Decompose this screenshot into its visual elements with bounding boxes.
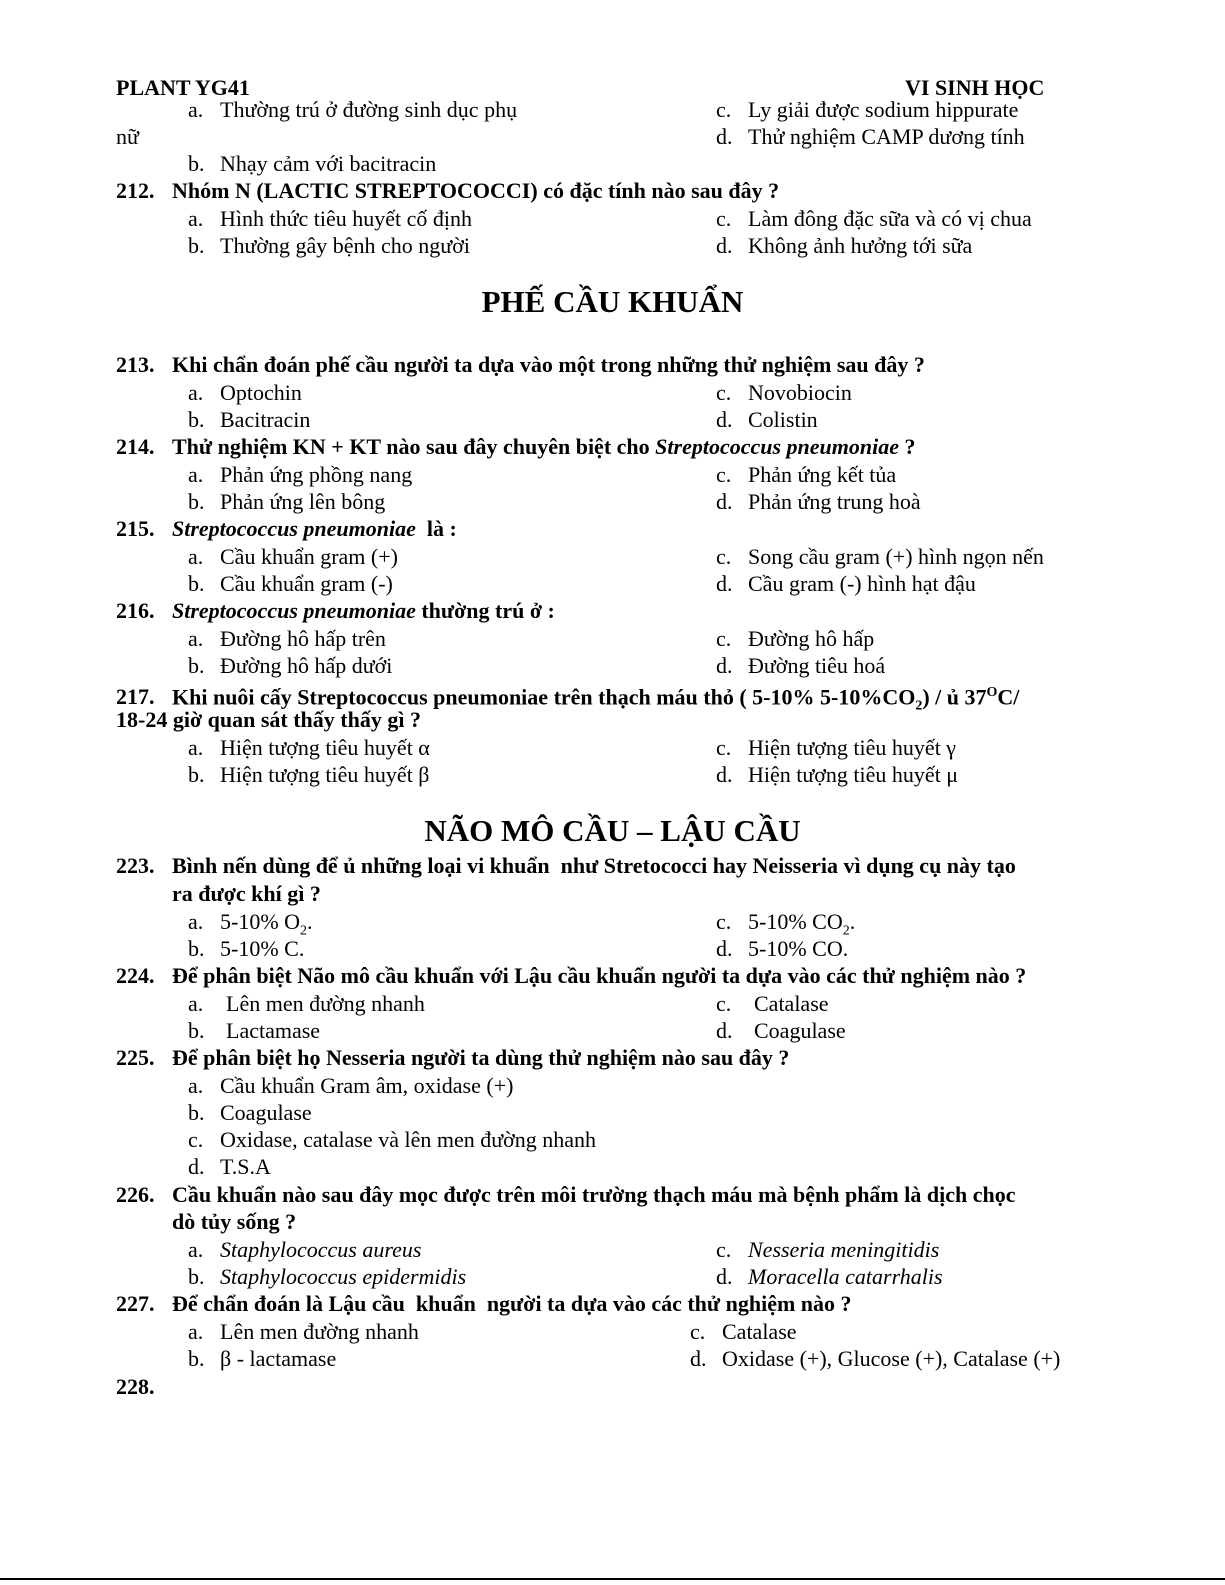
q211-option-b: b. Nhạy cảm với bacitracin (188, 151, 437, 176)
q224-stem: 224. Để phân biệt Não mô cầu khuẩn với Lậu cầu khuẩn người ta dựa vào các thử nghiệm nào ? (116, 963, 1027, 988)
q212-stem: 212. Nhóm N (LACTIC STREPTOCOCCI) có đặc tính nào sau đây ? (116, 178, 780, 203)
q213-option-d: d. Colistin (716, 407, 818, 432)
q225-stem: 225. Để phân biệt họ Nesseria người ta dùng thử nghiệm nào sau đây ? (116, 1045, 790, 1070)
q215-option-d: d. Cầu gram (-) hình hạt đậu (716, 571, 976, 596)
q212-option-d: d. Không ảnh hưởng tới sữa (716, 233, 973, 258)
q225-option-d: d. T.S.A (188, 1154, 271, 1179)
q213-option-b: b. Bacitracin (188, 407, 311, 432)
q226-option-b: b. Staphylococcus epidermidis (188, 1264, 467, 1289)
q215-option-c: c. Song cầu gram (+) hình ngọn nến (716, 544, 1044, 569)
q214-option-a: a. Phản ứng phồng nang (188, 462, 413, 487)
q227-option-b: b. β - lactamase (188, 1346, 337, 1371)
page-bottom-rule (0, 1578, 1225, 1580)
q223-option-d: d. 5-10% CO. (716, 936, 849, 961)
q226-option-a: a. Staphylococcus aureus (188, 1237, 422, 1262)
q211-option-c: c. Ly giải được sodium hippurate (716, 97, 1019, 122)
q214-option-c: c. Phản ứng kết tủa (716, 462, 897, 487)
q226-option-c: c. Nesseria meningitidis (716, 1237, 940, 1262)
q223-stem: 223. Bình nến dùng để ủ những loại vi khuẩn như Stretococci hay Neisseria vì dụng cụ này tạo (116, 853, 1016, 878)
q214-option-b: b. Phản ứng lên bông (188, 489, 386, 514)
q216-option-b: b. Đường hô hấp dưới (188, 653, 393, 678)
q212-option-b: b. Thường gây bệnh cho người (188, 233, 470, 258)
q224-option-c: c. Catalase (716, 991, 829, 1016)
q224-option-b: b. Lactamase (188, 1018, 321, 1043)
q215-stem: 215. Streptococcus pneumoniae là : (116, 516, 457, 541)
q212-option-c: c. Làm đông đặc sữa và có vị chua (716, 206, 1032, 231)
q216-option-d: d. Đường tiêu hoá (716, 653, 886, 678)
q217-option-b: b. Hiện tượng tiêu huyết β (188, 762, 430, 787)
q227-option-c: c. Catalase (690, 1319, 797, 1344)
q211-option-a-wrap: nữ (116, 124, 139, 149)
q225-option-b: b. Coagulase (188, 1100, 312, 1125)
q223-option-b: b. 5-10% C. (188, 936, 305, 961)
q227-option-d: d. Oxidase (+), Glucose (+), Catalase (+) (690, 1346, 1061, 1371)
q211-option-d: d. Thử nghiệm CAMP dương tính (716, 124, 1025, 149)
q226-option-d: d. Moracella catarrhalis (716, 1264, 943, 1289)
header-right: VI SINH HỌC (905, 75, 1045, 100)
q217-stem-line2: 18-24 giờ quan sát thấy thấy gì ? (116, 707, 421, 732)
q214-option-d: d. Phản ứng trung hoà (716, 489, 921, 514)
q215-option-a: a. Cầu khuẩn gram (+) (188, 544, 398, 569)
q216-option-a: a. Đường hô hấp trên (188, 626, 386, 651)
header-left: PLANT YG41 (116, 75, 250, 100)
q217-option-d: d. Hiện tượng tiêu huyết μ (716, 762, 959, 787)
q213-stem: 213. Khi chẩn đoán phế cầu người ta dựa vào một trong những thử nghiệm sau đây ? (116, 352, 925, 377)
section-title-phe-cau-khuan: PHẾ CẦU KHUẨN (481, 284, 744, 319)
section-title-nao-mo-cau-lau-cau: NÃO MÔ CẦU – LẬU CẦU (424, 813, 801, 848)
q216-option-c: c. Đường hô hấp (716, 626, 875, 651)
q213-option-c: c. Novobiocin (716, 380, 852, 405)
q227-stem: 227. Để chẩn đoán là Lậu cầu khuẩn người ta dựa vào các thử nghiệm nào ? (116, 1291, 852, 1316)
q223-option-a: a. 5-10% $O_2$. (188, 909, 313, 939)
q223-stem-line2: ra được khí gì ? (172, 881, 321, 906)
q223-option-c: c. 5-10% $CO_2$. (716, 909, 856, 939)
q212-option-a: a. Hình thức tiêu huyết cố định (188, 206, 473, 231)
q226-stem-line2: dò tủy sống ? (172, 1209, 297, 1234)
q228-stem: 228. (116, 1374, 155, 1399)
q217-option-c: c. Hiện tượng tiêu huyết γ (716, 735, 957, 760)
q217-stem: 217. Khi nuôi cấy Streptococcus pneumoniae trên thạch máu thỏ ( 5-10% $5-10\%CO_2$) / ủ $37^OC/$ (116, 684, 1020, 714)
q225-option-a: a. Cầu khuẩn Gram âm, oxidase (+) (188, 1073, 514, 1098)
q226-stem: 226. Cầu khuẩn nào sau đây mọc được trên môi trường thạch máu mà bệnh phẩm là dịch chọc (116, 1182, 1016, 1207)
q225-option-c: c. Oxidase, catalase và lên men đường nhanh (188, 1127, 597, 1152)
q215-option-b: b. Cầu khuẩn gram (-) (188, 571, 393, 596)
q216-stem: 216. Streptococcus pneumoniae thường trú ở : (116, 598, 555, 623)
q224-option-d: d. Coagulase (716, 1018, 846, 1043)
q224-option-a: a. Lên men đường nhanh (188, 991, 425, 1016)
q227-option-a: a. Lên men đường nhanh (188, 1319, 419, 1344)
q217-option-a: a. Hiện tượng tiêu huyết α (188, 735, 430, 760)
q211-option-a: a. Thường trú ở đường sinh dục phụ (188, 97, 518, 122)
q213-option-a: a. Optochin (188, 380, 302, 405)
q214-stem: 214. Thử nghiệm KN + KT nào sau đây chuyên biệt cho Streptococcus pneumoniae ? (116, 434, 916, 459)
